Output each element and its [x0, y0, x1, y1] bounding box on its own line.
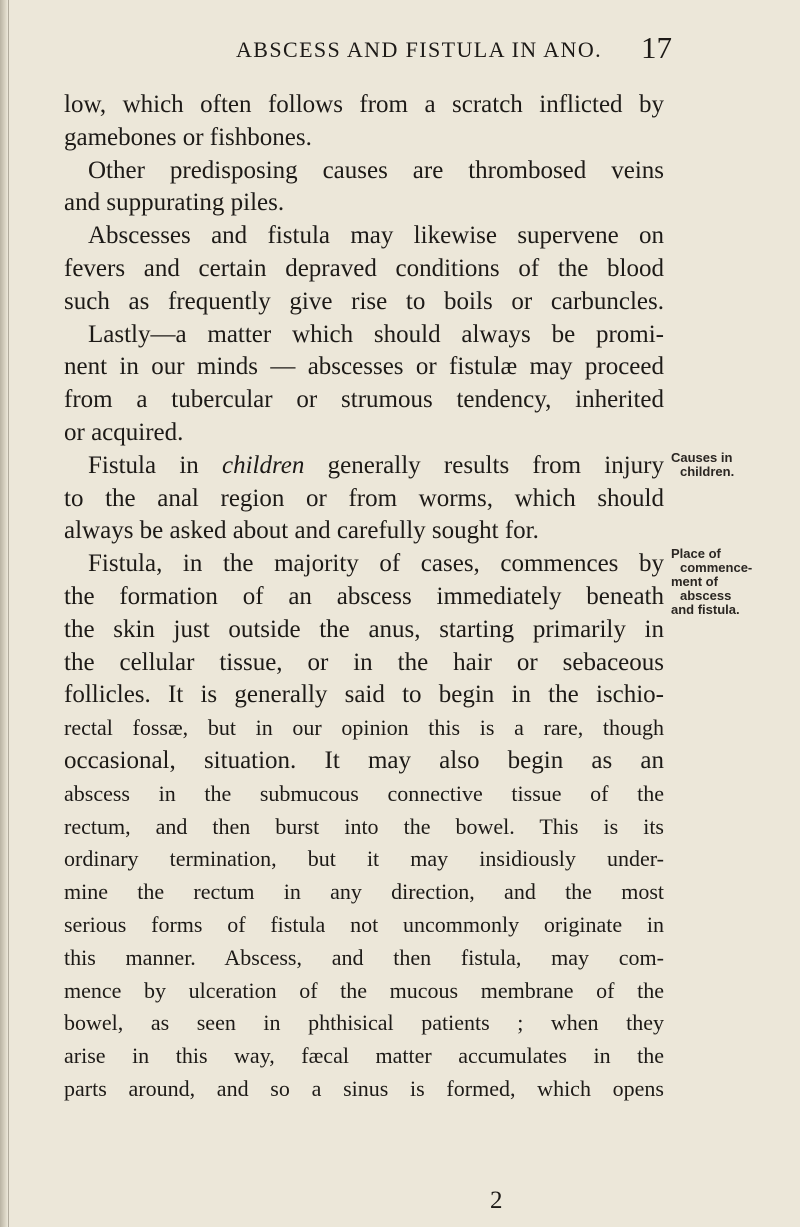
body-line-12-start: Fistula in: [88, 451, 223, 479]
body-line-10: from a tubercular or strumous tendency, inherited: [64, 386, 664, 414]
body-line-13: to the anal region or from worms, which should: [64, 484, 664, 512]
body-line-15: Fistula, in the majority of cases, commences by: [88, 550, 664, 578]
body-text: [64, 89, 664, 1106]
body-line-30: arise in this way, fæcal matter accumulates in the: [64, 1043, 664, 1069]
body-line-12-italic: children: [222, 451, 305, 479]
margin-note-causes-in-children: [671, 451, 796, 479]
margin-note-place-of-commencement: [671, 547, 796, 617]
body-line-6: fevers and certain depraved conditions of the blood: [64, 254, 664, 282]
body-line-23: rectum, and then burst into the bowel. This is its: [64, 813, 664, 839]
body-line-11: or acquired.: [64, 418, 184, 446]
body-line-24: ordinary termination, but it may insidiously under-: [64, 846, 664, 872]
margin-note-line: and fistula.: [671, 602, 740, 617]
body-line-12-end: generally results from injury: [304, 451, 664, 479]
body-line-2: gamebones or fishbones.: [64, 123, 312, 151]
body-line-5: Abscesses and fistula may likewise supervene on: [88, 222, 664, 250]
page-number: 17: [641, 30, 672, 65]
margin-note-line: children.: [680, 464, 735, 479]
running-head: [0, 30, 800, 76]
body-line-29: bowel, as seen in phthisical patients ; when they: [64, 1010, 664, 1036]
margin-note-line: Causes in: [671, 450, 733, 465]
body-line-31: parts around, and so a sinus is formed, which opens: [64, 1075, 664, 1101]
body-line-9: nent in our minds — abscesses or fistulæ may proceed: [64, 353, 664, 381]
body-line-8: Lastly—a matter which should always be promi-: [88, 320, 664, 348]
signature-mark: 2: [490, 1187, 503, 1214]
margin-note-line: Place of: [671, 546, 721, 561]
body-line-12: [64, 450, 664, 483]
body-line-27: this manner. Abscess, and then fistula, may com-: [64, 944, 664, 970]
body-line-1: low, which often follows from a scratch inflicted by: [64, 91, 664, 118]
body-line-20: rectal fossæ, but in our opinion this is a rare, though: [64, 715, 664, 741]
body-line-25: mine the rectum in any direction, and the most: [64, 879, 664, 905]
body-line-26: serious forms of fistula not uncommonly originate in: [64, 911, 664, 937]
body-line-7: such as frequently give rise to boils or carbuncles.: [64, 287, 664, 315]
body-line-19: follicles. It is generally said to begin in the ischio-: [64, 681, 664, 709]
page-binding-line: [8, 0, 9, 1227]
body-line-17: the skin just outside the anus, starting primarily in: [64, 615, 664, 643]
margin-note-line: ment of: [671, 574, 718, 589]
body-line-28: mence by ulceration of the mucous membrane of the: [64, 977, 664, 1003]
body-line-16: the formation of an abscess immediately beneath: [64, 582, 664, 610]
running-title: ABSCESS AND FISTULA IN ANO.: [236, 37, 603, 62]
body-line-21: occasional, situation. It may also begin as an: [64, 746, 664, 774]
body-line-3: Other predisposing causes are thrombosed veins: [88, 156, 664, 184]
page-binding-shadow: [0, 0, 8, 1227]
body-line-4: and suppurating piles.: [64, 189, 285, 217]
body-line-18: the cellular tissue, or in the hair or sebaceous: [64, 648, 664, 676]
body-line-14: always be asked about and carefully sought for.: [64, 517, 539, 545]
margin-note-line: abscess: [680, 588, 732, 603]
margin-note-line: commence-: [680, 560, 753, 575]
body-line-22: abscess in the submucous connective tissue of the: [64, 780, 664, 806]
